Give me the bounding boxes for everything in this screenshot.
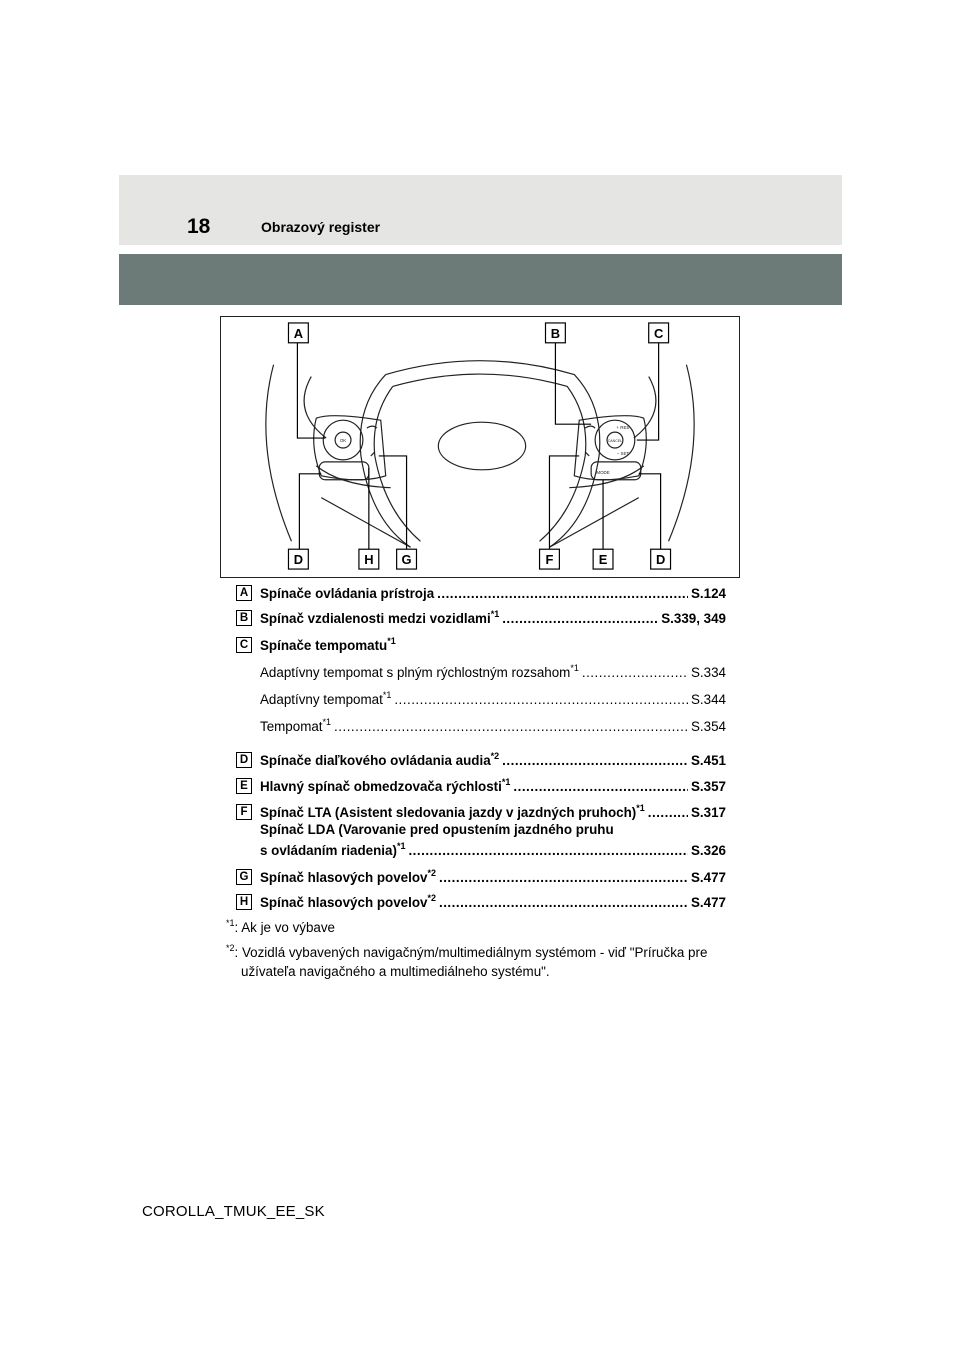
fig-label-e: E [598, 552, 608, 568]
page-reference[interactable]: S.317 [691, 805, 726, 820]
entry-label: Spínač LTA (Asistent sledovania jazdy v jazdných pruhoch)$^{*1}$ [260, 802, 645, 820]
footnote-text-continued: užívateľa navigačného a multimediálneho systému". [241, 964, 550, 979]
dot-leader [437, 585, 688, 602]
leader-d-left [299, 474, 321, 549]
entry-a [236, 585, 726, 602]
airbag-cover [438, 422, 525, 470]
page-reference[interactable]: S.339, 349 [661, 611, 726, 626]
dot-leader [648, 804, 688, 821]
entry-row [260, 585, 726, 602]
entry-row [260, 752, 726, 769]
entry-row [260, 821, 726, 838]
entry-row [260, 610, 726, 627]
footnote-2 [226, 943, 756, 981]
entry-subrow [260, 691, 726, 708]
entry-label: Tempomat$^{*1}$ [260, 716, 332, 734]
entry-row [260, 869, 726, 886]
page-reference[interactable]: S.326 [691, 843, 726, 858]
entry-row [260, 842, 726, 859]
title-bar [119, 254, 842, 305]
entry-row [260, 778, 726, 795]
footnote-mark: *2 [226, 942, 235, 953]
entry-key: A [236, 585, 252, 601]
footnote-mark: *1 [226, 917, 235, 928]
entry-key: E [236, 778, 252, 794]
entry-label: Spínače diaľkového ovládania audia$^{*2}$ [260, 750, 500, 768]
leader-g [379, 456, 407, 549]
entry-key: H [236, 894, 252, 910]
set-button-text: − SET [616, 450, 630, 456]
page-reference[interactable]: S.477 [691, 895, 726, 910]
entry-label: Spínač LDA (Varovanie pred opustením jazdného pruhu [260, 822, 614, 837]
entry-key: F [236, 804, 252, 820]
entry-label: s ovládaním riadenia)$^{*1}$ [260, 840, 406, 858]
page-reference[interactable]: S.344 [691, 692, 726, 707]
entry-key: G [236, 869, 252, 885]
fig-label-a: A [293, 325, 304, 341]
cancel-button-text: CANCEL [607, 439, 623, 444]
steering-wheel-figure [220, 316, 740, 578]
dot-leader [502, 752, 688, 769]
page-reference[interactable]: S.357 [691, 779, 726, 794]
entry-label: Spínač hlasových povelov$^{*2}$ [260, 892, 436, 910]
rim-left-arc [266, 365, 292, 542]
page-reference[interactable]: S.354 [691, 719, 726, 734]
res-button-text: + RES [616, 425, 630, 431]
fig-label-h: H [364, 552, 374, 568]
section-title: Obrazový register [261, 219, 381, 235]
entry-h [236, 894, 726, 911]
entry-c [236, 637, 726, 735]
entry-row [260, 637, 726, 654]
entry-e [236, 778, 726, 795]
entry-label: Spínač vzdialenosti medzi vozidlami$^{*1}$ [260, 608, 500, 626]
fig-label-c: C [653, 325, 664, 341]
entry-d [236, 752, 726, 769]
document-code: COROLLA_TMUK_EE_SK [142, 1203, 325, 1220]
dot-leader [334, 718, 688, 735]
figure-labels [288, 323, 670, 569]
entry-label: Adaptívny tempomat$^{*1}$ [260, 689, 392, 707]
page-reference[interactable]: S.124 [691, 586, 726, 601]
footnote-1 [226, 918, 756, 937]
fig-label-b: B [550, 325, 561, 341]
ok-button-text: OK [339, 438, 347, 444]
dot-leader [582, 664, 688, 681]
leader-b [555, 343, 591, 424]
fig-label-d-right: D [655, 552, 666, 568]
entry-b [236, 610, 726, 627]
entry-label: Spínač hlasových povelov$^{*2}$ [260, 867, 436, 885]
entry-label: Hlavný spínač obmedzovača rýchlosti$^{*1}$ [260, 776, 511, 794]
entry-key: C [236, 637, 252, 653]
fig-label-g: G [401, 552, 412, 568]
entry-key: B [236, 610, 252, 626]
dot-leader [394, 691, 688, 708]
footnote-text: : Ak je vo výbave [234, 920, 335, 935]
entry-label: Adaptívny tempomat s plným rýchlostným rozsahom$^{*1}$ [260, 662, 579, 680]
entry-row [260, 894, 726, 911]
steering-wheel-illustration [221, 317, 739, 577]
entry-key: D [236, 752, 252, 768]
footnote-text: : Vozidlá vybavených navigačným/multimediálnym systémom - viď "Príručka pre [234, 945, 708, 960]
entry-row [260, 804, 726, 821]
page-reference[interactable]: S.477 [691, 870, 726, 885]
entry-label: Spínače tempomatu$^{*1}$ [260, 635, 396, 653]
dot-leader [439, 894, 688, 911]
dot-leader [502, 610, 658, 627]
dot-leader [439, 869, 688, 886]
entry-subrow [260, 664, 726, 681]
page-number: 18 [187, 215, 211, 238]
dot-leader [408, 842, 688, 859]
entry-f [236, 804, 726, 859]
entry-subrow [260, 718, 726, 735]
leader-d-right [639, 474, 661, 549]
entry-g [236, 869, 726, 886]
fig-label-d-left: D [293, 552, 304, 568]
header-band [119, 175, 842, 245]
fig-label-f: F [545, 552, 554, 568]
mode-button-text: MODE [596, 469, 610, 475]
entry-label: Spínače ovládania prístroja [260, 586, 435, 601]
rim-right-arc [669, 365, 695, 542]
page-reference[interactable]: S.451 [691, 753, 726, 768]
page-reference[interactable]: S.334 [691, 665, 726, 680]
dot-leader [513, 778, 688, 795]
